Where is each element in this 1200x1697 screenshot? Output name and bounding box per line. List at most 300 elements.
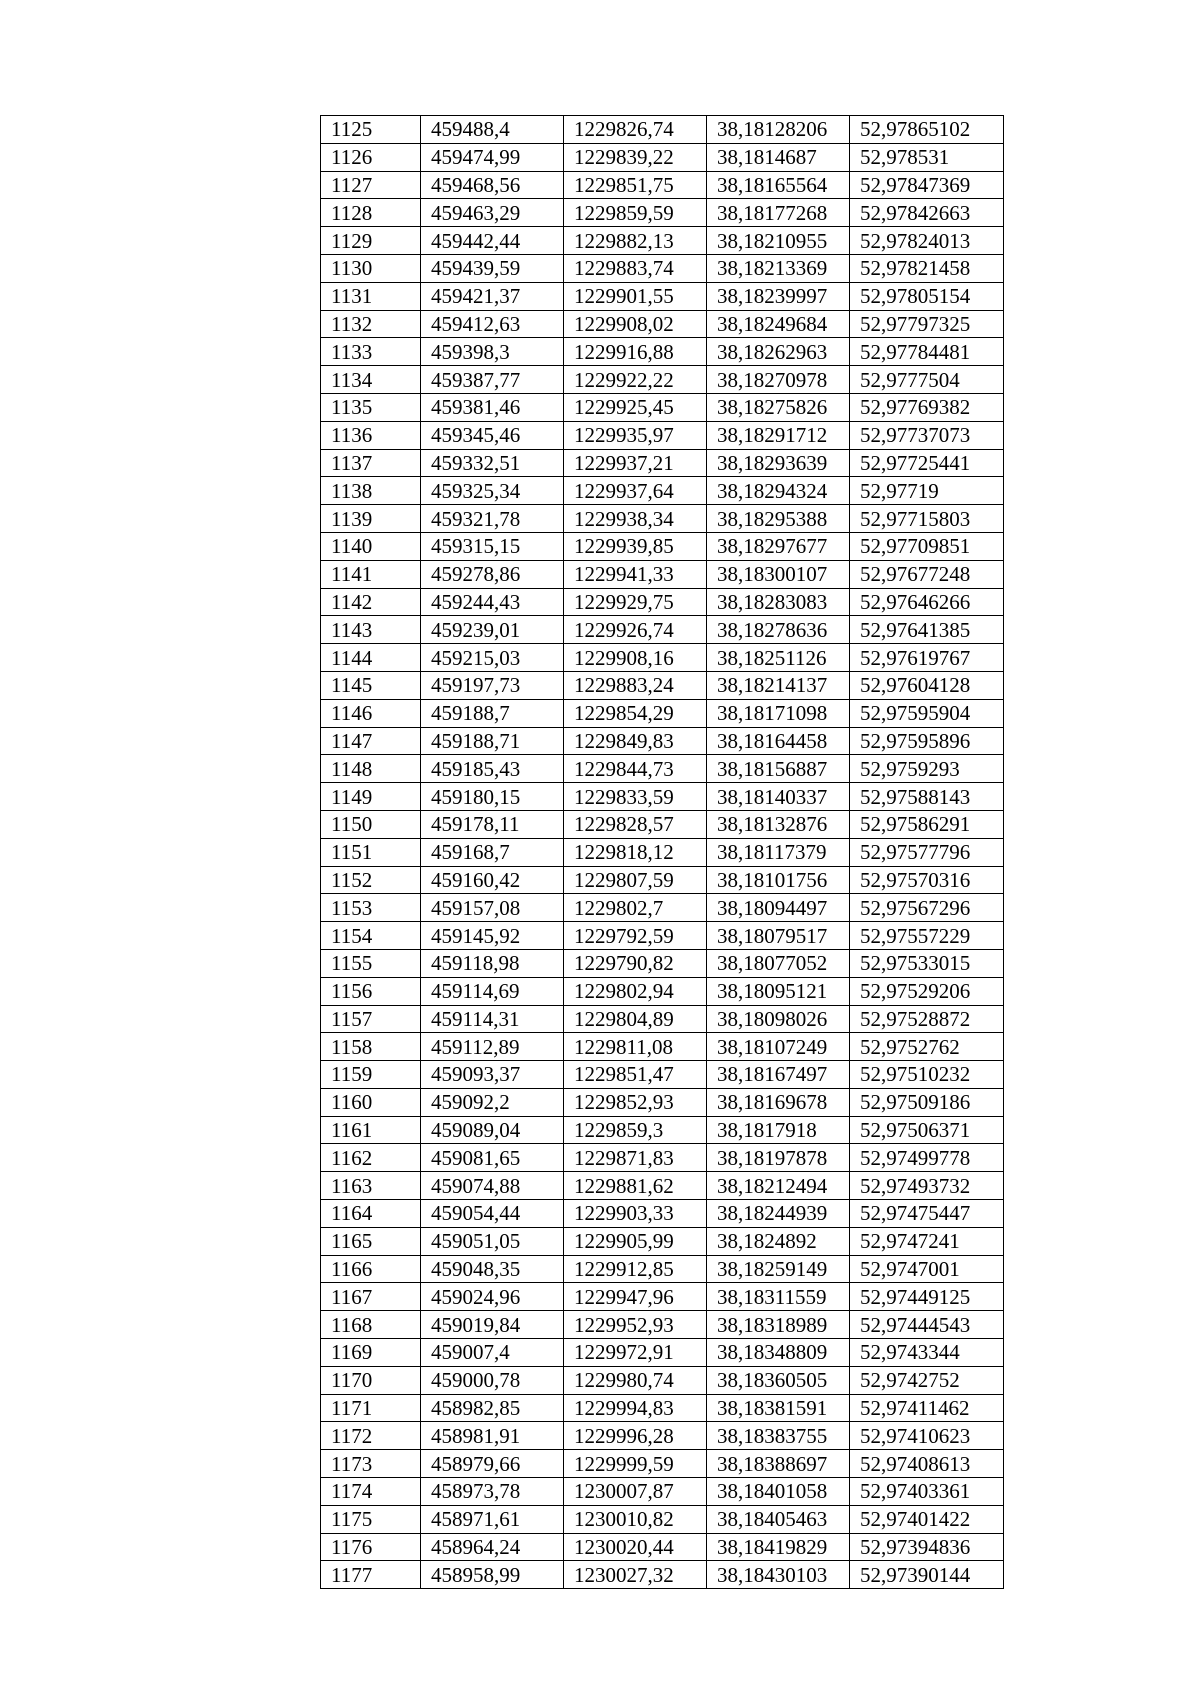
x-coordinate-cell: 459278,86 xyxy=(421,560,564,588)
latitude-cell: 52,97769382 xyxy=(850,393,1004,421)
longitude-cell: 38,18348809 xyxy=(707,1339,850,1367)
point-number-cell: 1128 xyxy=(321,199,421,227)
x-coordinate-cell: 459315,15 xyxy=(421,532,564,560)
table-row xyxy=(321,588,1004,616)
point-number-cell: 1155 xyxy=(321,949,421,977)
latitude-cell: 52,97529206 xyxy=(850,977,1004,1005)
x-coordinate-cell: 459145,92 xyxy=(421,922,564,950)
y-coordinate-cell: 1229802,7 xyxy=(564,894,707,922)
y-coordinate-cell: 1229901,55 xyxy=(564,282,707,310)
y-coordinate-cell: 1229790,82 xyxy=(564,949,707,977)
table-row xyxy=(321,421,1004,449)
x-coordinate-cell: 459381,46 xyxy=(421,393,564,421)
longitude-cell: 38,18300107 xyxy=(707,560,850,588)
x-coordinate-cell: 459114,69 xyxy=(421,977,564,1005)
y-coordinate-cell: 1229925,45 xyxy=(564,393,707,421)
latitude-cell: 52,97824013 xyxy=(850,227,1004,255)
x-coordinate-cell: 459114,31 xyxy=(421,1005,564,1033)
latitude-cell: 52,97677248 xyxy=(850,560,1004,588)
table-row xyxy=(321,699,1004,727)
point-number-cell: 1151 xyxy=(321,838,421,866)
table-row xyxy=(321,922,1004,950)
table-row xyxy=(321,254,1004,282)
point-number-cell: 1172 xyxy=(321,1422,421,1450)
point-number-cell: 1150 xyxy=(321,810,421,838)
y-coordinate-cell: 1229818,12 xyxy=(564,838,707,866)
latitude-cell: 52,97403361 xyxy=(850,1478,1004,1506)
y-coordinate-cell: 1230007,87 xyxy=(564,1478,707,1506)
latitude-cell: 52,97509186 xyxy=(850,1088,1004,1116)
point-number-cell: 1175 xyxy=(321,1505,421,1533)
x-coordinate-cell: 459048,35 xyxy=(421,1255,564,1283)
table-row xyxy=(321,783,1004,811)
latitude-cell: 52,97847369 xyxy=(850,171,1004,199)
x-coordinate-cell: 459474,99 xyxy=(421,143,564,171)
latitude-cell: 52,97784481 xyxy=(850,338,1004,366)
point-number-cell: 1127 xyxy=(321,171,421,199)
latitude-cell: 52,97646266 xyxy=(850,588,1004,616)
table-row xyxy=(321,449,1004,477)
y-coordinate-cell: 1229905,99 xyxy=(564,1227,707,1255)
latitude-cell: 52,97475447 xyxy=(850,1200,1004,1228)
x-coordinate-cell: 459215,03 xyxy=(421,644,564,672)
point-number-cell: 1125 xyxy=(321,116,421,144)
x-coordinate-cell: 459180,15 xyxy=(421,783,564,811)
table-row xyxy=(321,532,1004,560)
table-row xyxy=(321,1311,1004,1339)
point-number-cell: 1174 xyxy=(321,1478,421,1506)
longitude-cell: 38,1817918 xyxy=(707,1116,850,1144)
latitude-cell: 52,97604128 xyxy=(850,671,1004,699)
table-row xyxy=(321,1172,1004,1200)
x-coordinate-cell: 459074,88 xyxy=(421,1172,564,1200)
point-number-cell: 1158 xyxy=(321,1033,421,1061)
y-coordinate-cell: 1229826,74 xyxy=(564,116,707,144)
table-row xyxy=(321,199,1004,227)
longitude-cell: 38,18293639 xyxy=(707,449,850,477)
latitude-cell: 52,97715803 xyxy=(850,505,1004,533)
y-coordinate-cell: 1229844,73 xyxy=(564,755,707,783)
x-coordinate-cell: 459188,7 xyxy=(421,699,564,727)
point-number-cell: 1171 xyxy=(321,1394,421,1422)
table-row xyxy=(321,393,1004,421)
table-row xyxy=(321,143,1004,171)
latitude-cell: 52,97725441 xyxy=(850,449,1004,477)
latitude-cell: 52,9747001 xyxy=(850,1255,1004,1283)
latitude-cell: 52,97865102 xyxy=(850,116,1004,144)
x-coordinate-cell: 459007,4 xyxy=(421,1339,564,1367)
point-number-cell: 1152 xyxy=(321,866,421,894)
table-row xyxy=(321,560,1004,588)
y-coordinate-cell: 1229859,59 xyxy=(564,199,707,227)
longitude-cell: 38,18291712 xyxy=(707,421,850,449)
y-coordinate-cell: 1229883,24 xyxy=(564,671,707,699)
x-coordinate-cell: 458971,61 xyxy=(421,1505,564,1533)
longitude-cell: 38,18388697 xyxy=(707,1450,850,1478)
latitude-cell: 52,97506371 xyxy=(850,1116,1004,1144)
longitude-cell: 38,18295388 xyxy=(707,505,850,533)
point-number-cell: 1133 xyxy=(321,338,421,366)
point-number-cell: 1165 xyxy=(321,1227,421,1255)
table-row xyxy=(321,1144,1004,1172)
x-coordinate-cell: 459092,2 xyxy=(421,1088,564,1116)
x-coordinate-cell: 459093,37 xyxy=(421,1061,564,1089)
point-number-cell: 1130 xyxy=(321,254,421,282)
latitude-cell: 52,97805154 xyxy=(850,282,1004,310)
longitude-cell: 38,18270978 xyxy=(707,366,850,394)
table-row xyxy=(321,1061,1004,1089)
longitude-cell: 38,18381591 xyxy=(707,1394,850,1422)
y-coordinate-cell: 1229939,85 xyxy=(564,532,707,560)
longitude-cell: 38,18164458 xyxy=(707,727,850,755)
table-row xyxy=(321,1505,1004,1533)
latitude-cell: 52,97719 xyxy=(850,477,1004,505)
x-coordinate-cell: 459024,96 xyxy=(421,1283,564,1311)
longitude-cell: 38,18405463 xyxy=(707,1505,850,1533)
y-coordinate-cell: 1229937,64 xyxy=(564,477,707,505)
y-coordinate-cell: 1229849,83 xyxy=(564,727,707,755)
table-row xyxy=(321,1533,1004,1561)
x-coordinate-cell: 459112,89 xyxy=(421,1033,564,1061)
longitude-cell: 38,18251126 xyxy=(707,644,850,672)
latitude-cell: 52,97570316 xyxy=(850,866,1004,894)
table-row xyxy=(321,1227,1004,1255)
y-coordinate-cell: 1229908,02 xyxy=(564,310,707,338)
longitude-cell: 38,18094497 xyxy=(707,894,850,922)
latitude-cell: 52,97444543 xyxy=(850,1311,1004,1339)
table-row xyxy=(321,727,1004,755)
longitude-cell: 38,18383755 xyxy=(707,1422,850,1450)
y-coordinate-cell: 1229947,96 xyxy=(564,1283,707,1311)
latitude-cell: 52,97619767 xyxy=(850,644,1004,672)
longitude-cell: 38,1824892 xyxy=(707,1227,850,1255)
latitude-cell: 52,97493732 xyxy=(850,1172,1004,1200)
y-coordinate-cell: 1229912,85 xyxy=(564,1255,707,1283)
latitude-cell: 52,97394836 xyxy=(850,1533,1004,1561)
latitude-cell: 52,97410623 xyxy=(850,1422,1004,1450)
longitude-cell: 38,18156887 xyxy=(707,755,850,783)
point-number-cell: 1163 xyxy=(321,1172,421,1200)
longitude-cell: 38,18165564 xyxy=(707,171,850,199)
table-row xyxy=(321,1366,1004,1394)
table-row xyxy=(321,171,1004,199)
point-number-cell: 1153 xyxy=(321,894,421,922)
y-coordinate-cell: 1229792,59 xyxy=(564,922,707,950)
x-coordinate-cell: 459468,56 xyxy=(421,171,564,199)
longitude-cell: 38,18249684 xyxy=(707,310,850,338)
point-number-cell: 1143 xyxy=(321,616,421,644)
longitude-cell: 38,18101756 xyxy=(707,866,850,894)
longitude-cell: 38,18077052 xyxy=(707,949,850,977)
latitude-cell: 52,97401422 xyxy=(850,1505,1004,1533)
table-row xyxy=(321,838,1004,866)
y-coordinate-cell: 1229916,88 xyxy=(564,338,707,366)
point-number-cell: 1160 xyxy=(321,1088,421,1116)
x-coordinate-cell: 459157,08 xyxy=(421,894,564,922)
longitude-cell: 38,18360505 xyxy=(707,1366,850,1394)
y-coordinate-cell: 1230010,82 xyxy=(564,1505,707,1533)
longitude-cell: 38,18140337 xyxy=(707,783,850,811)
point-number-cell: 1144 xyxy=(321,644,421,672)
longitude-cell: 38,18401058 xyxy=(707,1478,850,1506)
y-coordinate-cell: 1229839,22 xyxy=(564,143,707,171)
y-coordinate-cell: 1229938,34 xyxy=(564,505,707,533)
coordinates-table xyxy=(320,115,1004,1589)
point-number-cell: 1131 xyxy=(321,282,421,310)
table-row xyxy=(321,1339,1004,1367)
longitude-cell: 38,1814687 xyxy=(707,143,850,171)
x-coordinate-cell: 459178,11 xyxy=(421,810,564,838)
y-coordinate-cell: 1229883,74 xyxy=(564,254,707,282)
y-coordinate-cell: 1229881,62 xyxy=(564,1172,707,1200)
x-coordinate-cell: 459160,42 xyxy=(421,866,564,894)
x-coordinate-cell: 459244,43 xyxy=(421,588,564,616)
latitude-cell: 52,97499778 xyxy=(850,1144,1004,1172)
y-coordinate-cell: 1229852,93 xyxy=(564,1088,707,1116)
latitude-cell: 52,9743344 xyxy=(850,1339,1004,1367)
x-coordinate-cell: 459332,51 xyxy=(421,449,564,477)
table-row xyxy=(321,755,1004,783)
table-row xyxy=(321,366,1004,394)
y-coordinate-cell: 1229811,08 xyxy=(564,1033,707,1061)
x-coordinate-cell: 459345,46 xyxy=(421,421,564,449)
y-coordinate-cell: 1229903,33 xyxy=(564,1200,707,1228)
table-row xyxy=(321,1200,1004,1228)
y-coordinate-cell: 1229908,16 xyxy=(564,644,707,672)
table-row xyxy=(321,116,1004,144)
longitude-cell: 38,18132876 xyxy=(707,810,850,838)
longitude-cell: 38,18214137 xyxy=(707,671,850,699)
y-coordinate-cell: 1229854,29 xyxy=(564,699,707,727)
point-number-cell: 1132 xyxy=(321,310,421,338)
y-coordinate-cell: 1229935,97 xyxy=(564,421,707,449)
y-coordinate-cell: 1229929,75 xyxy=(564,588,707,616)
table-row xyxy=(321,310,1004,338)
x-coordinate-cell: 459488,4 xyxy=(421,116,564,144)
x-coordinate-cell: 458973,78 xyxy=(421,1478,564,1506)
point-number-cell: 1147 xyxy=(321,727,421,755)
longitude-cell: 38,18095121 xyxy=(707,977,850,1005)
x-coordinate-cell: 459118,98 xyxy=(421,949,564,977)
table-row xyxy=(321,894,1004,922)
x-coordinate-cell: 459239,01 xyxy=(421,616,564,644)
table-row xyxy=(321,1005,1004,1033)
longitude-cell: 38,18098026 xyxy=(707,1005,850,1033)
point-number-cell: 1146 xyxy=(321,699,421,727)
y-coordinate-cell: 1229871,83 xyxy=(564,1144,707,1172)
latitude-cell: 52,97842663 xyxy=(850,199,1004,227)
longitude-cell: 38,18318989 xyxy=(707,1311,850,1339)
point-number-cell: 1135 xyxy=(321,393,421,421)
y-coordinate-cell: 1229802,94 xyxy=(564,977,707,1005)
latitude-cell: 52,978531 xyxy=(850,143,1004,171)
point-number-cell: 1148 xyxy=(321,755,421,783)
latitude-cell: 52,97709851 xyxy=(850,532,1004,560)
x-coordinate-cell: 458979,66 xyxy=(421,1450,564,1478)
point-number-cell: 1169 xyxy=(321,1339,421,1367)
latitude-cell: 52,97641385 xyxy=(850,616,1004,644)
latitude-cell: 52,97737073 xyxy=(850,421,1004,449)
point-number-cell: 1141 xyxy=(321,560,421,588)
y-coordinate-cell: 1229980,74 xyxy=(564,1366,707,1394)
x-coordinate-cell: 459168,7 xyxy=(421,838,564,866)
table-row xyxy=(321,282,1004,310)
coordinates-table-body xyxy=(321,116,1004,1589)
latitude-cell: 52,97595904 xyxy=(850,699,1004,727)
x-coordinate-cell: 459000,78 xyxy=(421,1366,564,1394)
y-coordinate-cell: 1229994,83 xyxy=(564,1394,707,1422)
table-row xyxy=(321,227,1004,255)
y-coordinate-cell: 1230020,44 xyxy=(564,1533,707,1561)
longitude-cell: 38,18117379 xyxy=(707,838,850,866)
point-number-cell: 1164 xyxy=(321,1200,421,1228)
point-number-cell: 1166 xyxy=(321,1255,421,1283)
latitude-cell: 52,97557229 xyxy=(850,922,1004,950)
table-row xyxy=(321,1394,1004,1422)
y-coordinate-cell: 1229941,33 xyxy=(564,560,707,588)
x-coordinate-cell: 459398,3 xyxy=(421,338,564,366)
latitude-cell: 52,97533015 xyxy=(850,949,1004,977)
x-coordinate-cell: 459442,44 xyxy=(421,227,564,255)
x-coordinate-cell: 459185,43 xyxy=(421,755,564,783)
table-row xyxy=(321,1088,1004,1116)
longitude-cell: 38,18262963 xyxy=(707,338,850,366)
y-coordinate-cell: 1229828,57 xyxy=(564,810,707,838)
point-number-cell: 1136 xyxy=(321,421,421,449)
longitude-cell: 38,18297677 xyxy=(707,532,850,560)
table-row xyxy=(321,1561,1004,1589)
point-number-cell: 1162 xyxy=(321,1144,421,1172)
longitude-cell: 38,18197878 xyxy=(707,1144,850,1172)
point-number-cell: 1168 xyxy=(321,1311,421,1339)
point-number-cell: 1139 xyxy=(321,505,421,533)
table-row xyxy=(321,866,1004,894)
x-coordinate-cell: 459019,84 xyxy=(421,1311,564,1339)
x-coordinate-cell: 459325,34 xyxy=(421,477,564,505)
longitude-cell: 38,18275826 xyxy=(707,393,850,421)
latitude-cell: 52,97588143 xyxy=(850,783,1004,811)
point-number-cell: 1138 xyxy=(321,477,421,505)
longitude-cell: 38,18171098 xyxy=(707,699,850,727)
table-row xyxy=(321,644,1004,672)
point-number-cell: 1129 xyxy=(321,227,421,255)
longitude-cell: 38,18177268 xyxy=(707,199,850,227)
longitude-cell: 38,18278636 xyxy=(707,616,850,644)
table-row xyxy=(321,1255,1004,1283)
point-number-cell: 1170 xyxy=(321,1366,421,1394)
longitude-cell: 38,18419829 xyxy=(707,1533,850,1561)
longitude-cell: 38,18079517 xyxy=(707,922,850,950)
latitude-cell: 52,97528872 xyxy=(850,1005,1004,1033)
latitude-cell: 52,97586291 xyxy=(850,810,1004,838)
point-number-cell: 1156 xyxy=(321,977,421,1005)
y-coordinate-cell: 1230027,32 xyxy=(564,1561,707,1589)
x-coordinate-cell: 459463,29 xyxy=(421,199,564,227)
table-row xyxy=(321,1283,1004,1311)
table-row xyxy=(321,810,1004,838)
latitude-cell: 52,97577796 xyxy=(850,838,1004,866)
latitude-cell: 52,97390144 xyxy=(850,1561,1004,1589)
point-number-cell: 1161 xyxy=(321,1116,421,1144)
longitude-cell: 38,18283083 xyxy=(707,588,850,616)
latitude-cell: 52,9777504 xyxy=(850,366,1004,394)
x-coordinate-cell: 459412,63 xyxy=(421,310,564,338)
y-coordinate-cell: 1229833,59 xyxy=(564,783,707,811)
x-coordinate-cell: 459188,71 xyxy=(421,727,564,755)
x-coordinate-cell: 459089,04 xyxy=(421,1116,564,1144)
longitude-cell: 38,18311559 xyxy=(707,1283,850,1311)
table-row xyxy=(321,338,1004,366)
y-coordinate-cell: 1229996,28 xyxy=(564,1422,707,1450)
longitude-cell: 38,18212494 xyxy=(707,1172,850,1200)
longitude-cell: 38,18107249 xyxy=(707,1033,850,1061)
point-number-cell: 1142 xyxy=(321,588,421,616)
x-coordinate-cell: 459051,05 xyxy=(421,1227,564,1255)
latitude-cell: 52,97567296 xyxy=(850,894,1004,922)
latitude-cell: 52,97797325 xyxy=(850,310,1004,338)
latitude-cell: 52,97510232 xyxy=(850,1061,1004,1089)
longitude-cell: 38,18210955 xyxy=(707,227,850,255)
y-coordinate-cell: 1229859,3 xyxy=(564,1116,707,1144)
point-number-cell: 1137 xyxy=(321,449,421,477)
table-row xyxy=(321,1450,1004,1478)
longitude-cell: 38,18259149 xyxy=(707,1255,850,1283)
longitude-cell: 38,18167497 xyxy=(707,1061,850,1089)
latitude-cell: 52,9752762 xyxy=(850,1033,1004,1061)
x-coordinate-cell: 459321,78 xyxy=(421,505,564,533)
x-coordinate-cell: 459054,44 xyxy=(421,1200,564,1228)
latitude-cell: 52,97821458 xyxy=(850,254,1004,282)
y-coordinate-cell: 1229807,59 xyxy=(564,866,707,894)
y-coordinate-cell: 1229926,74 xyxy=(564,616,707,644)
table-row xyxy=(321,671,1004,699)
x-coordinate-cell: 459081,65 xyxy=(421,1144,564,1172)
x-coordinate-cell: 459197,73 xyxy=(421,671,564,699)
table-row xyxy=(321,1116,1004,1144)
longitude-cell: 38,18128206 xyxy=(707,116,850,144)
latitude-cell: 52,9759293 xyxy=(850,755,1004,783)
latitude-cell: 52,97411462 xyxy=(850,1394,1004,1422)
point-number-cell: 1159 xyxy=(321,1061,421,1089)
longitude-cell: 38,18244939 xyxy=(707,1200,850,1228)
table-row xyxy=(321,1033,1004,1061)
point-number-cell: 1145 xyxy=(321,671,421,699)
longitude-cell: 38,18239997 xyxy=(707,282,850,310)
point-number-cell: 1134 xyxy=(321,366,421,394)
point-number-cell: 1177 xyxy=(321,1561,421,1589)
table-row xyxy=(321,1478,1004,1506)
point-number-cell: 1157 xyxy=(321,1005,421,1033)
table-row xyxy=(321,616,1004,644)
table-row xyxy=(321,477,1004,505)
point-number-cell: 1140 xyxy=(321,532,421,560)
longitude-cell: 38,18294324 xyxy=(707,477,850,505)
latitude-cell: 52,97595896 xyxy=(850,727,1004,755)
latitude-cell: 52,97449125 xyxy=(850,1283,1004,1311)
y-coordinate-cell: 1229952,93 xyxy=(564,1311,707,1339)
x-coordinate-cell: 459387,77 xyxy=(421,366,564,394)
latitude-cell: 52,9747241 xyxy=(850,1227,1004,1255)
y-coordinate-cell: 1229851,47 xyxy=(564,1061,707,1089)
point-number-cell: 1176 xyxy=(321,1533,421,1561)
table-row xyxy=(321,949,1004,977)
latitude-cell: 52,97408613 xyxy=(850,1450,1004,1478)
point-number-cell: 1149 xyxy=(321,783,421,811)
y-coordinate-cell: 1229804,89 xyxy=(564,1005,707,1033)
point-number-cell: 1126 xyxy=(321,143,421,171)
y-coordinate-cell: 1229882,13 xyxy=(564,227,707,255)
y-coordinate-cell: 1229972,91 xyxy=(564,1339,707,1367)
